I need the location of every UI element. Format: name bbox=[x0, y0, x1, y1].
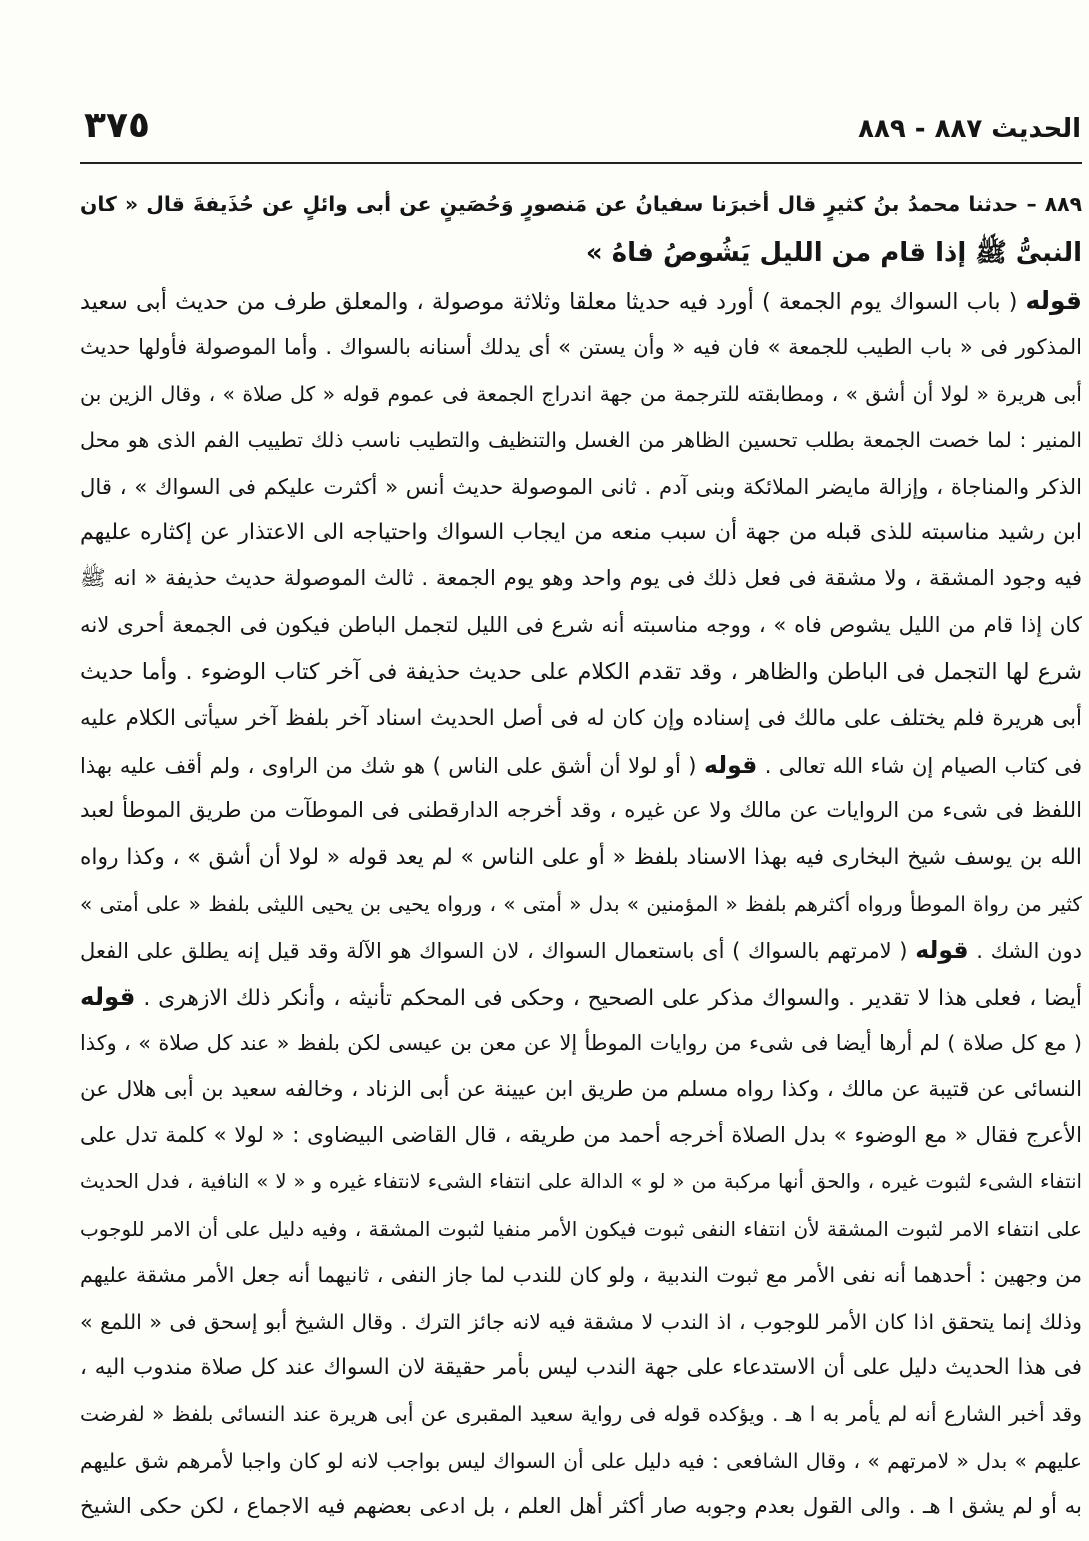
commentary-line bbox=[80, 417, 1082, 463]
commentary-line bbox=[80, 974, 1082, 1020]
commentary-line-text bbox=[80, 1263, 1082, 1287]
hadith-line-text: ٨٨٩ – حدثنا محمدُ بنُ كثيرٍ قال أخبرَنا سفيانُ عن مَنصورٍ وَحُصَينٍ عن أبى وائلٍ عن حُذَيفةَ قال « كان bbox=[80, 192, 1082, 216]
commentary-line-text bbox=[80, 1077, 1082, 1102]
text-block bbox=[80, 180, 1082, 1531]
text-run: عليهم » بدل « لامرتهم » ، وقال الشافعى : فيه دليل على أن السواك ليس بواجب لانه لو كان واجبا لأمرهم شق عليهم bbox=[80, 1448, 1082, 1473]
commentary-line-text bbox=[80, 1217, 1082, 1241]
text-run: الله بن يوسف شيخ البخارى فيه بهذا الاسناد بلفظ « أو على الناس » لم يعد قوله « لولا أن أشق » ، وكذا رواه bbox=[80, 844, 1082, 870]
text-run: وقد أخبر الشارع أنه لم يأمر به ا هـ . ويؤكده قوله فى رواية سعيد المقبرى عن أبى هريرة عند النسائى بلفظ « لفرضت bbox=[80, 1402, 1082, 1427]
commentary bbox=[80, 278, 1082, 1531]
commentary-line bbox=[80, 1438, 1082, 1484]
text-run: أيضا ، فعلى هذا لا تقدير . والسواك مذكر على الصحيح ، وحكى فى المحكم تأنيثه ، وأنكر ذلك الازهرى . bbox=[135, 985, 1082, 1011]
text-run: به أو لم يشق ا هـ . والى القول بعدم وجوبه صار أكثر أهل العلم ، بل ادعى بعضهم فيه الاجماع ، لكن حكى الشيخ bbox=[80, 1494, 1082, 1520]
commentary-line bbox=[80, 1020, 1082, 1066]
commentary-line-text bbox=[80, 1310, 1082, 1334]
commentary-line bbox=[80, 603, 1082, 649]
commentary-line-text bbox=[80, 1123, 1082, 1148]
commentary-line-text bbox=[80, 659, 1082, 685]
text-run: على انتفاء الامر لثبوت المشقة لأن انتفاء النفى ثبوت فيكون الأمر منفيا لثبوت المشقة ، وفيه دليل على أن الامر للوجوب bbox=[80, 1216, 1082, 1241]
commentary-line bbox=[80, 1252, 1082, 1298]
text-run: ( مع كل صلاة ) لم أرها أيضا فى شىء من روايات الموطأ إلا عن معن بن عيسى لكن بلفظ « عند كل صلاة » ، وكذا bbox=[80, 1031, 1082, 1056]
hadith-line bbox=[80, 229, 1082, 278]
lemma-keyword: قوله bbox=[915, 936, 969, 965]
commentary-line bbox=[80, 371, 1082, 417]
text-run: المذكور فى « باب الطيب للجمعة » فان فيه « وأن يستن » أى يدلك أسنانه بالسواك . وأما الموصولة فأولها حديث bbox=[80, 334, 1082, 360]
text-run: كثير من رواة الموطأ ورواه أكثرهم بلفظ « المؤمنين » بدل « أمتى » ، ورواه يحيى بن يحيى الليثى بلفظ « على أمتى » bbox=[80, 892, 1082, 917]
commentary-line bbox=[80, 1484, 1082, 1530]
text-run: كان إذا قام من الليل يشوص فاه » ، ووجه مناسبته أنه شرع فى الليل لتجمل الباطن فيكون فى الجمعة أحرى لانه bbox=[80, 612, 1082, 638]
text-run: أبى هريرة « لولا أن أشق » ، ومطابقته للترجمة من جهة اندراج الجمعة فى عموم قوله « كل صلاة » ، وقال الزين بن bbox=[80, 381, 1082, 406]
commentary-line bbox=[80, 556, 1082, 602]
commentary-line bbox=[80, 1345, 1082, 1391]
commentary-line-text bbox=[80, 334, 1082, 359]
text-run: فى كتاب الصيام إن شاء الله تعالى . bbox=[757, 752, 1082, 778]
commentary-line bbox=[80, 927, 1082, 973]
commentary-line-text bbox=[80, 382, 1082, 406]
commentary-line-text bbox=[80, 474, 1082, 499]
commentary-line-text bbox=[80, 566, 1082, 591]
commentary-line bbox=[80, 510, 1082, 556]
commentary-line-text bbox=[80, 750, 1082, 779]
commentary-line bbox=[80, 742, 1082, 788]
lemma-keyword: قوله bbox=[1025, 286, 1082, 315]
commentary-line-text bbox=[80, 1170, 1082, 1193]
commentary-line-text bbox=[80, 613, 1082, 638]
commentary-line bbox=[80, 1113, 1082, 1159]
text-run: اللفظ فى شىء من الروايات عن مالك ولا عن غيره ، وقد أخرجه الدارقطنى فى الموطآت من طريق الموطأ لعبد bbox=[80, 798, 1082, 824]
commentary-line bbox=[80, 1206, 1082, 1252]
text-run: فى هذا الحديث دليل على أن الاستدعاء على جهة الندب ليس بأمر حقيقة لان السواك عند كل صلاة مندوب اليه ، bbox=[80, 1354, 1082, 1380]
commentary-line-text bbox=[80, 1402, 1082, 1426]
commentary-line-text bbox=[80, 1494, 1082, 1519]
page-number: ٣٧٥ bbox=[84, 105, 150, 146]
text-run: انتفاء الشىء لثبوت غيره ، والحق أنها مركبة من « لو » الدالة على انتفاء الشىء لانتفاء غيره و « لا » النافية ، فدل الحديث bbox=[80, 1170, 1082, 1194]
text-run: من وجهين : أحدهما أنه نفى الأمر مع ثبوت الندبية ، ولو كان للندب لما جاز النفى ، ثانيهما أنه جعل الأمر مشقة عليهم bbox=[80, 1263, 1082, 1288]
commentary-line-text bbox=[80, 286, 1082, 315]
commentary-line bbox=[80, 1391, 1082, 1437]
text-run: الأعرج فقال « مع الوضوء » بدل الصلاة أخرجه أحمد من طريقه ، قال القاضى البيضاوى : « لولا » كلمة تدل على bbox=[80, 1123, 1082, 1149]
commentary-line-text bbox=[80, 706, 1082, 731]
commentary-line-text bbox=[80, 892, 1082, 916]
text-run: وذلك إنما يتحقق اذا كان الأمر للوجوب ، اذ الندب لا مشقة فيه لانه جائز الترك . وقال الشيخ أبو إسحق فى « اللمع » bbox=[80, 1309, 1082, 1334]
commentary-line-text bbox=[80, 798, 1082, 823]
running-head-hadith-range: الحديث ٨٨٧ - ٨٨٩ bbox=[858, 114, 1081, 144]
commentary-line-text bbox=[80, 428, 1082, 452]
text-run: ( باب السواك يوم الجمعة ) أورد فيه حديثا معلقا وثلاثة موصولة ، والمعلق طرف من حديث أبى سعيد bbox=[80, 289, 1026, 315]
commentary-line bbox=[80, 1067, 1082, 1113]
text-run: دون الشك . bbox=[968, 938, 1082, 964]
header-rule bbox=[80, 162, 1082, 164]
text-run: المنير : لما خصت الجمعة بطلب تحسين الظاهر من الغسل والتنظيف والتطيب ناسب ذلك تطييب الفم الذى هو محل bbox=[80, 428, 1082, 453]
text-run: شرع لها التجمل فى الباطن والظاهر ، وقد تقدم الكلام على حديث حذيفة فى آخر كتاب الوضوء . وأما حديث bbox=[80, 659, 1082, 686]
commentary-line bbox=[80, 464, 1082, 510]
commentary-line bbox=[80, 696, 1082, 742]
commentary-line-text bbox=[80, 845, 1082, 870]
commentary-line-text bbox=[80, 938, 1082, 963]
commentary-line-text bbox=[80, 520, 1082, 545]
text-run: أبى هريرة فلم يختلف على مالك فى إسناده وإن كان له فى أصل الحديث اسناد آخر بلفظ آخر سيأتى الكلام عليه bbox=[80, 705, 1082, 731]
commentary-line-text bbox=[80, 981, 1082, 1011]
lemma-keyword: قوله bbox=[703, 750, 758, 779]
commentary-line bbox=[80, 1159, 1082, 1205]
commentary-line bbox=[80, 835, 1082, 881]
text-run: فيه وجود المشقة ، ولا مشقة فى فعل ذلك فى يوم واحد وهو يوم الجمعة . ثالث الموصولة حديث حذيفة « انه ﷺ bbox=[80, 566, 1082, 592]
hadith-line-text: النبىُّ ﷺ إذا قام من الليل يَشُوصُ فاهُ » bbox=[585, 238, 1082, 268]
commentary-line bbox=[80, 324, 1082, 370]
commentary-line bbox=[80, 1299, 1082, 1345]
text-run: ( أو لولا أن أشق على الناس ) هو شك من الراوى ، ولم أقف عليه بهذا bbox=[80, 752, 704, 778]
commentary-line-text bbox=[80, 1449, 1082, 1473]
commentary-line-text bbox=[80, 1031, 1082, 1055]
text-run: الذكر والمناجاة ، وإزالة مايضر الملائكة وبنى آدم . ثانى الموصولة حديث أنس « أكثرت عليكم فى السواك » ، قال bbox=[80, 473, 1082, 499]
commentary-line bbox=[80, 881, 1082, 927]
text-run: ( لامرتهم بالسواك ) أى باستعمال السواك ، لان السواك هو الآلة وقد قيل إنه يطلق على الفعل bbox=[80, 938, 916, 964]
commentary-line-text bbox=[80, 1355, 1082, 1380]
text-run: النسائى عن قتيبة عن مالك ، وكذا رواه مسلم من طريق ابن عيينة عن أبى الزناد ، وخالفه سعيد بن أبى هلال عن bbox=[80, 1076, 1082, 1102]
commentary-line bbox=[80, 278, 1082, 324]
commentary-line bbox=[80, 649, 1082, 695]
text-run: ابن رشيد مناسبته للذى قبله من جهة أن سبب منعه من ايجاب السواك واحتياجه الى الاعتذار عن إكثاره عليهم bbox=[80, 519, 1082, 545]
lemma-keyword: قوله bbox=[80, 981, 136, 1011]
commentary-line bbox=[80, 788, 1082, 834]
hadith-line bbox=[80, 180, 1082, 229]
